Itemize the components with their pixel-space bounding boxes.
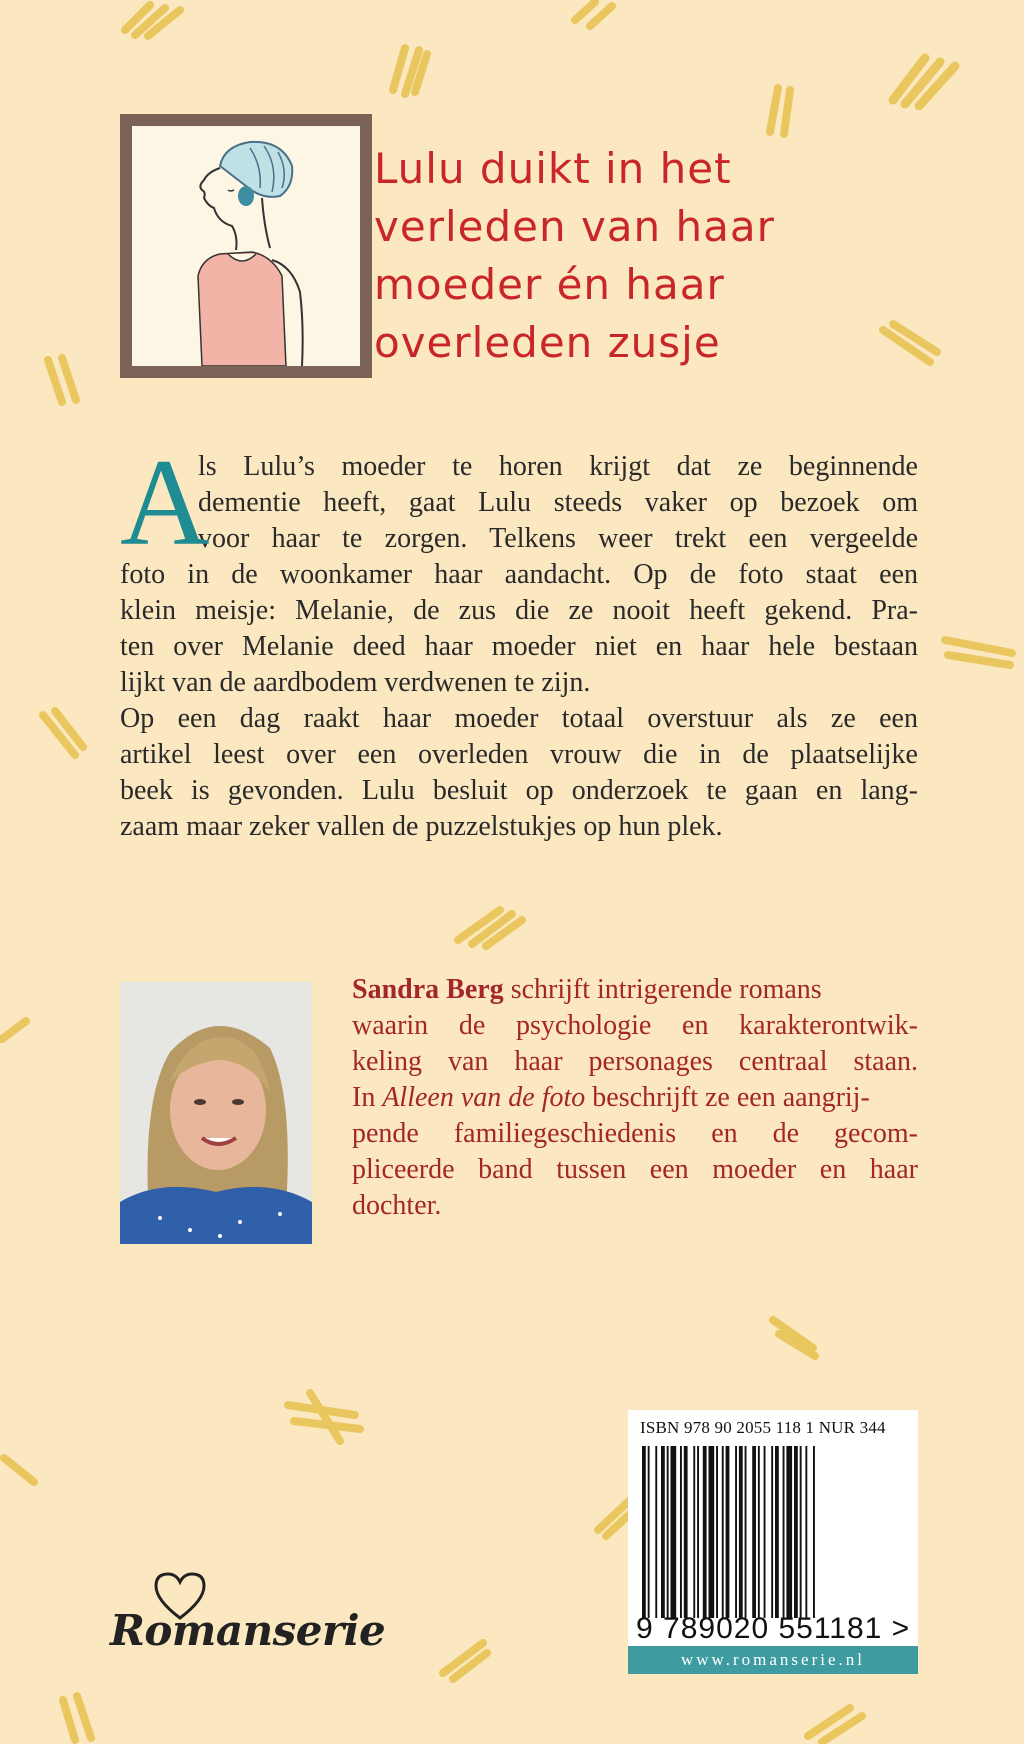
barcode-bar: [805, 1446, 807, 1618]
scribble-decoration: [55, 1690, 105, 1744]
scribble-decoration: [0, 1015, 30, 1045]
blurb-line: lijkt van de aardbodem verdwenen te zijn.: [120, 667, 591, 698]
barcode-bar: [716, 1446, 718, 1618]
scribble-decoration: [0, 1450, 40, 1490]
scribble-decoration: [885, 50, 965, 110]
author-bio-line: keling van haar personages centraal staan.: [352, 1046, 918, 1077]
blurb-line: artikel leest over een overleden vrouw die in de plaatselijke: [120, 739, 918, 770]
barcode-box: [628, 1410, 918, 1674]
barcode-bar: [697, 1446, 699, 1618]
barcode-bar: [680, 1446, 682, 1618]
headline-line: Lulu duikt in het: [374, 144, 732, 193]
barcode-bar: [752, 1446, 756, 1618]
scribble-decoration: [385, 40, 435, 100]
barcode-bar: [661, 1446, 665, 1618]
woman-profile-illustration: [132, 126, 360, 366]
barcode-bar: [800, 1446, 802, 1618]
blurb-line: ten over Melanie deed haar moeder niet en haar hele bestaan: [120, 631, 918, 662]
isbn-text: ISBN 978 90 2055 118 1 NUR 344: [640, 1418, 886, 1437]
headline: [374, 140, 934, 372]
framed-illustration: [120, 114, 372, 378]
author-photo: [120, 982, 312, 1244]
headline-line: verleden van haar: [374, 202, 775, 251]
barcode-bar: [671, 1446, 677, 1618]
barcode-bar: [655, 1446, 657, 1618]
barcode-bar: [771, 1446, 773, 1618]
publisher-logo: [110, 1570, 386, 1680]
barcode-bar: [642, 1446, 646, 1618]
scribble-decoration: [800, 1700, 870, 1744]
barcode-bar: [726, 1446, 730, 1618]
scribble-decoration: [760, 80, 800, 140]
barcode-bar: [709, 1446, 715, 1618]
author-bio-line: pende familiegeschiedenis en de gecom-: [352, 1118, 918, 1149]
scribble-decoration: [40, 350, 90, 410]
barcode-bar: [684, 1446, 688, 1618]
barcode-bar: [739, 1446, 743, 1618]
barcode-bar: [667, 1446, 669, 1618]
scribble-decoration: [280, 1385, 370, 1445]
scribble-decoration: [35, 705, 90, 765]
barcode-bar: [693, 1446, 695, 1618]
barcode-bar: [735, 1446, 737, 1618]
blurb-line: dementie heeft, gaat Lulu steeds vaker op bezoek om: [198, 487, 918, 518]
barcode-bar: [758, 1446, 760, 1618]
scribble-decoration: [120, 0, 190, 40]
barcode: [640, 1446, 906, 1618]
author-bio-line: In Alleen van de foto beschrijft ze een aangrij-: [352, 1082, 870, 1113]
scribble-decoration: [450, 900, 530, 950]
author-portrait: [120, 982, 312, 1244]
barcode-bar: [813, 1446, 815, 1618]
drop-cap: A: [120, 434, 210, 571]
logo-text: Romanserie: [110, 1606, 386, 1655]
blurb-line: beek is gevonden. Lulu besluit op onderzoek te gaan en lang-: [120, 775, 918, 806]
scribble-decoration: [940, 625, 1020, 675]
headline-line: moeder én haar: [374, 260, 725, 309]
headline-line: overleden zusje: [374, 318, 721, 367]
barcode-bar: [745, 1446, 747, 1618]
author-bio-line: pliceerde band tussen een moeder en haar: [352, 1154, 918, 1185]
website-link[interactable]: www.romanserie.nl: [628, 1646, 918, 1674]
author-bio-line: waarin de psychologie en karakterontwik-: [352, 1010, 918, 1041]
blurb-line: foto in de woonkamer haar aandacht. Op de foto staat een: [120, 559, 918, 590]
barcode-bar: [794, 1446, 798, 1618]
blurb-line: zaam maar zeker vallen de puzzelstukjes op hun plek.: [120, 811, 723, 842]
barcode-bar: [775, 1446, 779, 1618]
barcode-bar: [648, 1446, 650, 1618]
scribble-decoration: [435, 1635, 495, 1685]
barcode-bar: [764, 1446, 766, 1618]
barcode-digits: 9 789020 551181 >: [636, 1612, 911, 1645]
barcode-bar: [722, 1446, 724, 1618]
scribble-decoration: [765, 1310, 825, 1360]
scribble-decoration: [570, 0, 620, 30]
barcode-bar: [703, 1446, 707, 1618]
author-bio: [352, 972, 918, 1224]
blurb-line: ls Lulu’s moeder te horen krijgt dat ze beginnende: [198, 451, 918, 482]
author-name: Sandra Berg: [352, 974, 504, 1005]
barcode-bar: [786, 1446, 792, 1618]
barcode-bar: [783, 1446, 785, 1618]
blurb-line: Op een dag raakt haar moeder totaal overstuur als ze een: [120, 703, 918, 734]
author-bio-line: Sandra Berg schrijft intrigerende romans: [352, 974, 822, 1005]
book-title: Alleen van de foto: [382, 1082, 586, 1113]
blurb-line: klein meisje: Melanie, de zus die ze nooit heeft gekend. Pra-: [120, 595, 918, 626]
author-bio-line: dochter.: [352, 1190, 442, 1221]
book-blurb: [120, 434, 918, 845]
blurb-line: voor haar te zorgen. Telkens weer trekt een vergeelde: [198, 523, 918, 554]
